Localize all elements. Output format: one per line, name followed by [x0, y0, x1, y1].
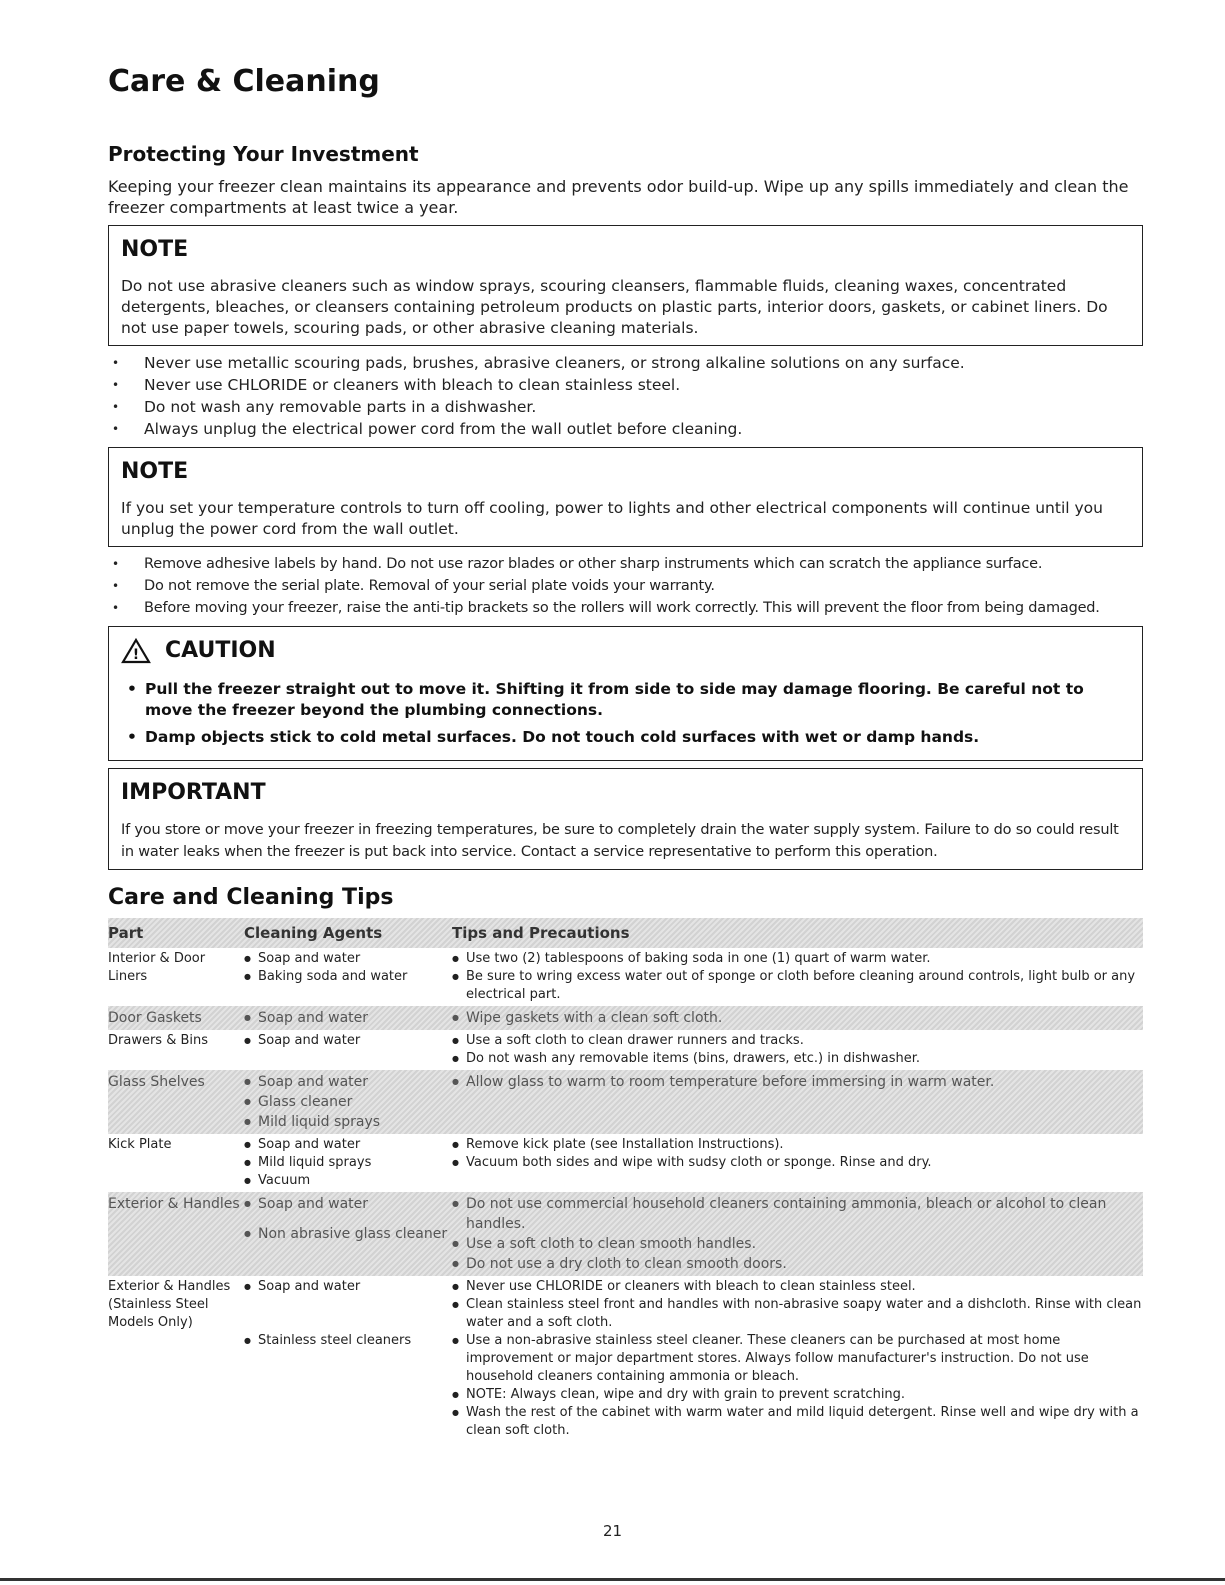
part-cell: Door Gaskets	[108, 1010, 202, 1026]
list-item: ● Soap and water	[244, 1194, 452, 1214]
bottom-divider	[0, 1578, 1225, 1581]
warning-triangle-icon	[121, 638, 151, 664]
table-row	[108, 1006, 1143, 1030]
page-number: 21	[602, 1522, 623, 1540]
important-text: If you store or move your freezer in freezing temperatures, be sure to completely drain the water supply system. Failure to do so could result in water leaks when the freezer is put back into service. Contact a service representative to perform this operation.	[121, 822, 1119, 860]
note-title: NOTE	[121, 237, 189, 262]
bullet-list-1	[108, 352, 1143, 440]
table-header: Part	[108, 924, 144, 942]
bullet-item: • Never use metallic scouring pads, brushes, abrasive cleaners, or strong alkaline solutions on any surface.	[108, 352, 1143, 374]
list-item: ● Allow glass to warm to room temperature before immersing in warm water.	[452, 1072, 1143, 1092]
part-cell: Exterior & Handles (Stainless Steel Models Only)	[108, 1279, 231, 1330]
part-cell: Interior & Door Liners	[108, 951, 206, 984]
caution-item: • Damp objects stick to cold metal surfaces. Do not touch cold surfaces with wet or damp hands.	[121, 727, 1132, 748]
note-box-1	[108, 225, 1143, 346]
list-item: ● Do not use commercial household cleaners containing ammonia, bleach or alcohol to clean handles.	[452, 1194, 1143, 1234]
list-item: ● Wipe gaskets with a clean soft cloth.	[452, 1008, 1143, 1028]
tips-cell	[452, 1030, 1143, 1070]
table-row	[108, 948, 1143, 1006]
list-item: ● Soap and water	[244, 1136, 452, 1154]
list-item: ● Clean stainless steel front and handles with non-abrasive soapy water and a dishcloth. Rinse with clean water and a soft cloth.	[452, 1296, 1143, 1332]
list-item: ● Mild liquid sprays	[244, 1112, 452, 1132]
tips-cell	[452, 1192, 1143, 1276]
bullet-item: • Never use CHLORIDE or cleaners with bleach to clean stainless steel.	[108, 374, 1143, 396]
caution-item: • Pull the freezer straight out to move it. Shifting it from side to side may damage flooring. Be careful not to move the freezer beyond the plumbing connections.	[121, 679, 1132, 721]
tips-cell	[452, 948, 1143, 1006]
page-title: Care & Cleaning	[108, 64, 380, 99]
bullet-item: • Before moving your freezer, raise the anti-tip brackets so the rollers will work correctly. This will prevent the floor from being damaged.	[108, 597, 1143, 619]
section-heading-tips: Care and Cleaning Tips	[108, 885, 394, 910]
part-cell: Kick Plate	[108, 1137, 172, 1152]
bullet-item: • Do not remove the serial plate. Removal of your serial plate voids your warranty.	[108, 575, 1143, 597]
bullet-item: • Do not wash any removable parts in a dishwasher.	[108, 396, 1143, 418]
bullet-item: • Remove adhesive labels by hand. Do not use razor blades or other sharp instruments which can scratch the appliance surface.	[108, 553, 1143, 575]
list-item: ● Soap and water	[244, 1072, 452, 1092]
bullet-list-2	[108, 553, 1143, 619]
list-item: ● Mild liquid sprays	[244, 1154, 452, 1172]
table-row	[108, 1192, 1143, 1276]
list-item: ● Vacuum both sides and wipe with sudsy cloth or sponge. Rinse and dry.	[452, 1154, 1143, 1172]
table-row	[108, 1276, 1143, 1442]
agents-cell	[244, 1192, 452, 1276]
list-item: ● Baking soda and water	[244, 968, 452, 986]
table-row	[108, 1030, 1143, 1070]
intro-paragraph: Keeping your freezer clean maintains its appearance and prevents odor build-up. Wipe up any spills immediately and clean the freezer compartments at least twice a year.	[108, 177, 1129, 217]
list-item: ● Use a soft cloth to clean smooth handles.	[452, 1234, 1143, 1254]
list-item: ● Vacuum	[244, 1172, 452, 1190]
agents-cell	[244, 1134, 452, 1192]
part-cell: Exterior & Handles	[108, 1196, 240, 1212]
caution-heading	[121, 637, 1132, 665]
list-item: ● Glass cleaner	[244, 1092, 452, 1112]
list-item: ● Do not use a dry cloth to clean smooth doors.	[452, 1254, 1143, 1274]
part-cell: Drawers & Bins	[108, 1033, 209, 1048]
list-item: ● Soap and water	[244, 1032, 452, 1050]
section-heading-protecting: Protecting Your Investment	[108, 142, 419, 166]
list-item: ● Soap and water	[244, 950, 452, 968]
list-item: ● Stainless steel cleaners	[244, 1332, 452, 1350]
table-header: Cleaning Agents	[244, 924, 383, 942]
tips-cell	[452, 1134, 1143, 1192]
list-item: ● Use a non-abrasive stainless steel cleaner. These cleaners can be purchased at most home improvement or major department stores. Always follow manufacturer's instruction. Do not use household cleaners containing ammonia or bleach.	[452, 1332, 1143, 1386]
part-cell: Glass Shelves	[108, 1074, 205, 1090]
agents-cell	[244, 948, 452, 1006]
agents-cell	[244, 1030, 452, 1070]
list-item: ● Do not wash any removable items (bins, drawers, etc.) in dishwasher.	[452, 1050, 1143, 1068]
note-text: Do not use abrasive cleaners such as window sprays, scouring cleansers, flammable fluids, cleaning waxes, concentrated detergents, bleaches, or cleansers containing petroleum products on plastic parts, interior doors, gaskets, or cabinet liners. Do not use paper towels, scouring pads, or other abrasive cleaning materials.	[121, 277, 1108, 337]
note-title: NOTE	[121, 459, 189, 484]
list-item: ● Wash the rest of the cabinet with warm water and mild liquid detergent. Rinse well and wipe dry with a clean soft cloth.	[452, 1404, 1143, 1440]
important-box	[108, 768, 1143, 870]
list-item: ● NOTE: Always clean, wipe and dry with grain to prevent scratching.	[452, 1386, 1143, 1404]
caution-list	[121, 679, 1132, 748]
table-row	[108, 1070, 1143, 1134]
list-item: ● Remove kick plate (see Installation Instructions).	[452, 1136, 1143, 1154]
bullet-item: • Always unplug the electrical power cord from the wall outlet before cleaning.	[108, 418, 1143, 440]
important-title: IMPORTANT	[121, 780, 266, 805]
page-content	[108, 64, 1143, 1442]
list-item: ● Soap and water	[244, 1278, 452, 1296]
table-row	[108, 1134, 1143, 1192]
tips-table	[108, 918, 1143, 1442]
list-item: ● Soap and water	[244, 1008, 452, 1028]
tips-cell	[452, 1276, 1143, 1442]
caution-title: CAUTION	[165, 638, 276, 663]
tips-cell	[452, 1006, 1143, 1030]
agents-cell	[244, 1276, 452, 1442]
caution-box	[108, 626, 1143, 761]
list-item: ● Non abrasive glass cleaner	[244, 1224, 452, 1244]
note-text: If you set your temperature controls to turn off cooling, power to lights and other electrical components will continue until you unplug the power cord from the wall outlet.	[121, 499, 1103, 538]
tips-cell	[452, 1070, 1143, 1134]
svg-text:!: !	[132, 647, 140, 663]
list-item: ● Use a soft cloth to clean drawer runners and tracks.	[452, 1032, 1143, 1050]
note-box-2	[108, 447, 1143, 547]
agents-cell	[244, 1006, 452, 1030]
table-header: Tips and Precautions	[452, 924, 630, 942]
table-header-row	[108, 918, 1143, 948]
agents-cell	[244, 1070, 452, 1134]
list-item: ● Use two (2) tablespoons of baking soda in one (1) quart of warm water.	[452, 950, 1143, 968]
list-item: ● Be sure to wring excess water out of sponge or cloth before cleaning around controls, light bulb or any electrical part.	[452, 968, 1143, 1004]
list-item: ● Never use CHLORIDE or cleaners with bleach to clean stainless steel.	[452, 1278, 1143, 1296]
